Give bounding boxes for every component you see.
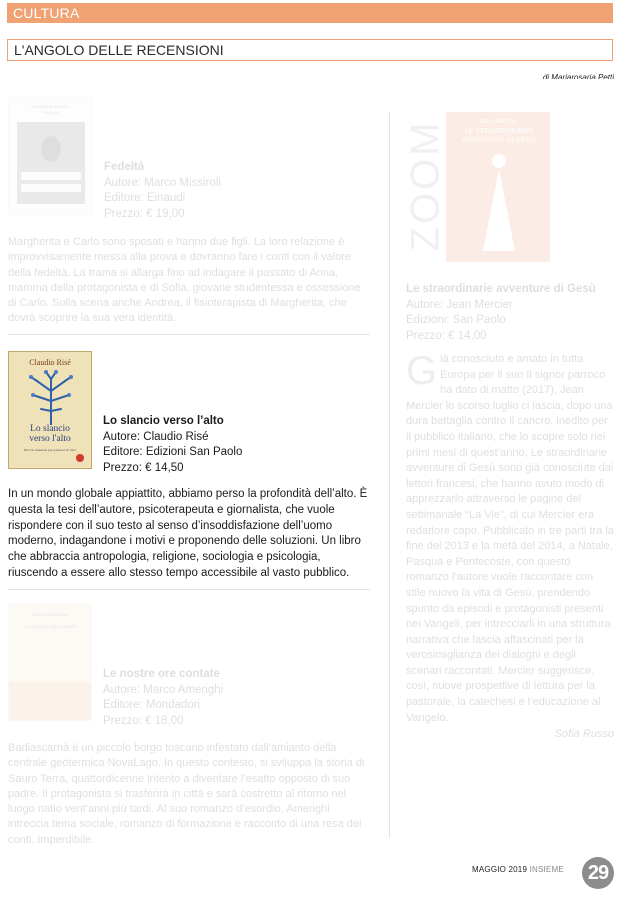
cover-photo [17,122,85,204]
footer-issue [472,865,564,874]
book-cover-avventure [446,112,550,262]
book-price: Prezzo: € 18,00 [103,714,184,727]
book-cover-fedelta [8,97,93,215]
cover-author: Claudio Risé [29,358,71,367]
tree-cross-illustration [19,369,83,425]
book-title: Lo slancio verso l’alto [103,415,224,427]
column-title: L'ANGOLO DELLE RECENSIONI [7,39,613,61]
book-price: Prezzo: € 19,00 [104,207,185,220]
book-title: Le straordinarie avventure di Gesù [406,283,596,295]
magazine-name: INSIEME [529,865,564,874]
book-title: Le nostre ore contate [103,668,220,680]
book-cover-nostre-ore [8,603,92,721]
book-author: Autore: Marco Missiroli [104,176,221,189]
book-publisher: Editore: Mondadori [103,699,201,711]
drop-cap: G [406,349,438,393]
book-publisher: Editore: Einaudi [104,192,186,204]
section-header: CULTURA [7,3,613,23]
book-info [103,667,363,729]
cover-title: FEDELTÀ [41,110,60,115]
column-divider [389,112,390,838]
cover-title: LE NOSTRE ORE CONTATE [24,624,78,629]
divider [8,334,370,335]
cover-author: ANDREA MISSIROLI [31,104,70,109]
book-info [406,282,614,344]
review-text: Margherita e Carlo sono sposati e hanno due figli. La loro relazione è improvvisamente messa alla prova e dovranno fare i conti con il valore della fedeltà. La trama si allarga fino ad indagare il passato di Anna, mamma della protagonista e di Sofia, giovane studentessa e ossessione di Carlo. Sulla scena anche Andrea, il fisioterapista di Margherita, che dovrà scoprire la sua vera identità. [8,236,361,325]
zoom-article [406,349,614,726]
book-info [103,414,363,476]
zoom-article-text: ià conosciuto e amato in tutta Europa per il suo Il signor parroco ha dato di matto (2017), Jean Mercier lo scorso luglio ci lascia, dopo una dura battaglia contro il cancro, inedito per il pubblico italiano, che lo scopre solo nei primi mesi di quest’anno, Le straordinarie avventure di Gesù sono già conosciute dai lettori francesi, che hanno avuto modo di apprezzarlo attraverso le pagine del settimanale “La Vie”, di cui Mercier era redattore capo. Pubblicato in tre parti tra la fine del 2013 e la metà del 2014, a Natale, Pasqua e Pentecoste, con questo romanzo l’autore vuole raccontare con stile nuovo la vita di Gesù, prendendo spunto da episodi e protagonisti presenti nei Vangeli, per intrecciarli in una struttura narrativa che lascia affascinati per la verosimiglianza dei dialoghi e degli scenari raccontati. Mercier suggerisce, così, nuove prospettive di lettura per la pastorale, la catechesi e l’educazione al Vangelo. [406,353,614,724]
cover-author: JEAN MERCIER [479,119,517,125]
publisher-logo [76,454,84,462]
book-title: Fedeltà [104,161,145,173]
cover-title: LE STRAORDINARIE AVVENTURE DI GESÙ [462,128,536,144]
page-number: 29 [582,857,614,889]
author-byline: di Mariarosaria Petti [542,73,614,79]
divider [8,589,370,590]
cover-title: Lo slancio verso l'alto [29,424,71,444]
cover-subtitle: Piccolo manuale per passioni di cielo [23,448,77,452]
zoom-label: ZOOM [403,119,448,251]
book-price: Prezzo: € 14,50 [103,461,184,474]
book-author: Autore: Marco Amerighi [103,683,224,696]
book-info [104,160,364,222]
review-text: In un mondo globale appiattito, abbiamo perso la profondità dell’alto. È questa la tesi dell’autore, psicoterapeuta e giornalista, che vuole rispondere con il suo testo al senso d’insoddisfazione dell’uomo moderno, indagandone i motivi e proponendo delle soluzioni. Un libro che abbraccia antropologia, religione, sociologia e psicologia, riuscendo a essere allo stesso tempo accessibile al vasto pubblico. [8,488,368,579]
book-publisher: Edizioni: San Paolo [406,314,506,326]
cover-landscape [9,682,91,721]
review-text: Badiascarnà è un piccolo borgo toscano infestato dall’amianto della centrale geotermica NovaLago. In questo contesto, si sviluppa la storia di Sauro Terra, quattordicenne intento a diventare l’esatto opposto di suo padre. Il protagonista si trasferirà in città e sarà costretto al ritorno nel luogo natio vent’anni più tardi. Al suo romanzo d’esordio, Amerighi intreccia tema sociale, romanzo di formazione e racconto di una resa dei conti. Imperdibile. [8,742,365,846]
cover-author: MARCO AMERIGHI [32,612,68,617]
book-publisher: Editore: Edizioni San Paolo [103,446,243,458]
book-author: Autore: Jean Mercier [406,298,513,311]
book-price: Prezzo: € 14,00 [406,329,487,342]
book-cover-slancio [8,351,92,469]
issue-date: MAGGIO 2019 [472,865,528,874]
figure-illustration [477,151,521,255]
book-author: Autore: Claudio Risé [103,430,209,443]
article-signature: Sofia Russo [554,728,614,740]
